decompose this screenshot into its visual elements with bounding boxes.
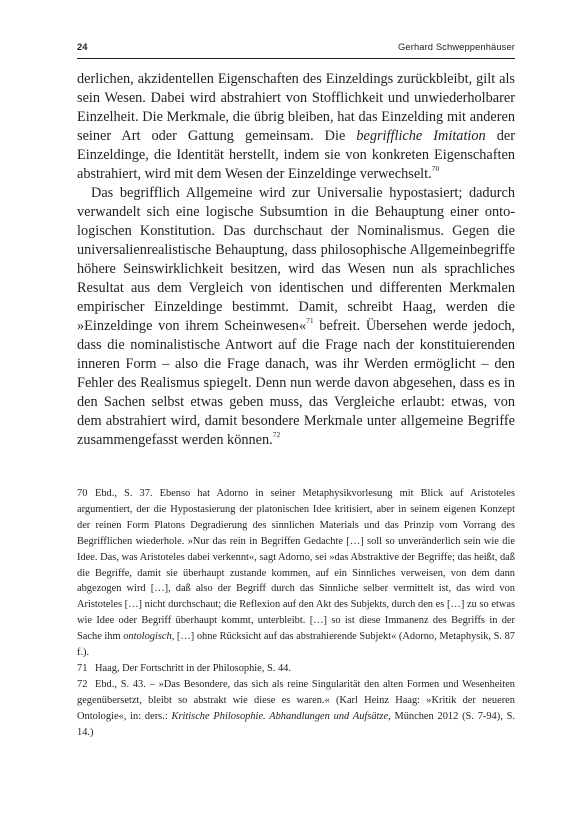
footnote-71-text: Haag, Der Fortschritt in der Philosophie, S. 44. (95, 662, 291, 674)
paragraph-1 (77, 70, 515, 184)
footnote-71 (77, 661, 515, 677)
footnote-number: 72 (77, 678, 88, 690)
footnote-ref-71[interactable]: 71 (306, 316, 314, 326)
footnote-ref-72[interactable]: 72 (272, 430, 281, 440)
emphasis-begriffliche-imitation: begriffliche Imitation (356, 128, 486, 144)
footnote-70-text-b: , […] ohne Rücksicht auf das abstrahierende Subjekt« (Adorno, Metaphysik, S. 87 f.). (77, 631, 515, 659)
footnote-number: 70 (77, 488, 88, 499)
page-number: 24 (77, 41, 88, 52)
main-text (77, 70, 515, 450)
paragraph-2-text-a: Das begrifflich Allgemeine wird zur Universalie hypostasiert; dadurch verwandelt sich eine logische Subsumtion in die Behauptung einer ontologischen Konstitution. Das durchschaut der Nominalismus. Gegen die universalienrealistische Behauptung, dass philosophische Allgemeinbegriffe höhere Seinswirklichkeit besitzen, wird das Wesen nun als sprachliches Resultat aus dem Vergleich von identischen und differenten Merkmalen empirischer Einzeldinge bestimmt. Damit, schreibt Haag, werden die »Einzeldinge von ihrem Scheinwesen« (77, 185, 515, 334)
emphasis-ontologisch: ontologisch (123, 631, 172, 643)
running-head-author: Gerhard Schweppenhäuser (398, 41, 515, 52)
paragraph-2 (77, 184, 515, 450)
footnote-70-text-a: Ebd., S. 37. Ebenso hat Adorno in seiner Metaphysikvorlesung mit Blick auf Aristoteles argumentiert, der die Hypostasierung der platonischen Idee kritisiert, aber in seinem eigenen Konzept der reinen Form Platons Degradierung des sinnlichen Materials und das Prinzip vom Vorrang des Begrifflichen wiederhole. »Nur das rein in Begriffen Gedachte […] soll so unveränderlich sein wie die Idee. Das, was Aristoteles dabei verkennt«, sagt Adorno, sei »das Abstraktive der Begriffe; das heißt, daß die Begriffe, damit sie überhaupt zustande kommen, auf ein Sinnliches verweisen, von dem dann abgezogen wird […], daß also der Begriff durch das Sinnliche selber vermittelt ist, das wird von Aristoteles […] nicht durchschaut; die Reflexion auf den Akt des Subjekts, durch den es […] zu so etwas wie Idee oder Begriff überhaupt kommt, unterbleibt. […] so ist diese Immanenz des Begriffs in der Sache ihm (77, 488, 515, 643)
footnote-72-text-b: , München 2012 (S. 7-94), S. 14.) (77, 710, 515, 738)
paragraph-1-text-a: derlichen, akzidentellen Eigenschaften des Einzeldings zurückbleibt, gilt als sein Wesen. Dabei wird abstrahiert von Stofflichkeit und unwiederholbarer Einzelheit. Die Merkmale, die übrig bleiben, hat das Einzelding mit anderen seiner Art oder Gattung gemeinsam. Die (77, 71, 515, 144)
footnote-72-text-a: Ebd., S. 43. – »Das Besondere, das sich als reine Singularität den alten Formen und Wesenheiten gegenübersetzt, bleibt so abstrakt wie diese es waren.« (Karl Heinz Haag: »Kritik der neueren Ontologie«, in: ders.: (77, 678, 515, 722)
book-page (77, 0, 515, 827)
header-rule (77, 58, 515, 59)
footnotes (77, 486, 515, 741)
emphasis-book-title: Kritische Philosophie. Abhandlungen und Aufsätze (171, 710, 389, 722)
paragraph-1-text-b: der Einzeldinge, die Identität herstellt, indem sie von konkreten Eigenschaften abstrahiert, wird mit dem Wesen der Einzeldinge verwechselt. (77, 128, 515, 182)
footnote-number: 71 (77, 662, 88, 674)
footnote-ref-70[interactable]: 70 (431, 164, 440, 174)
paragraph-2-text-b: befreit. Übersehen werde jedoch, dass die nominalistische Antwort auf die Frage nach der konstituierenden inneren Form – also die Frage danach, was ihr Werden ermöglicht – den Fehler des Realismus spiegelt. Denn nun werde davon abgesehen, dass es in den Sachen selbst etwas geben muss, das Vergleiche erlaubt: etwas, von dem abstrahiert wird, damit besondere Merkmale unter allgemeine Begriffe zusammengefasst werden können. (77, 318, 516, 448)
footnote-72 (77, 677, 515, 741)
footnote-70 (77, 486, 515, 661)
